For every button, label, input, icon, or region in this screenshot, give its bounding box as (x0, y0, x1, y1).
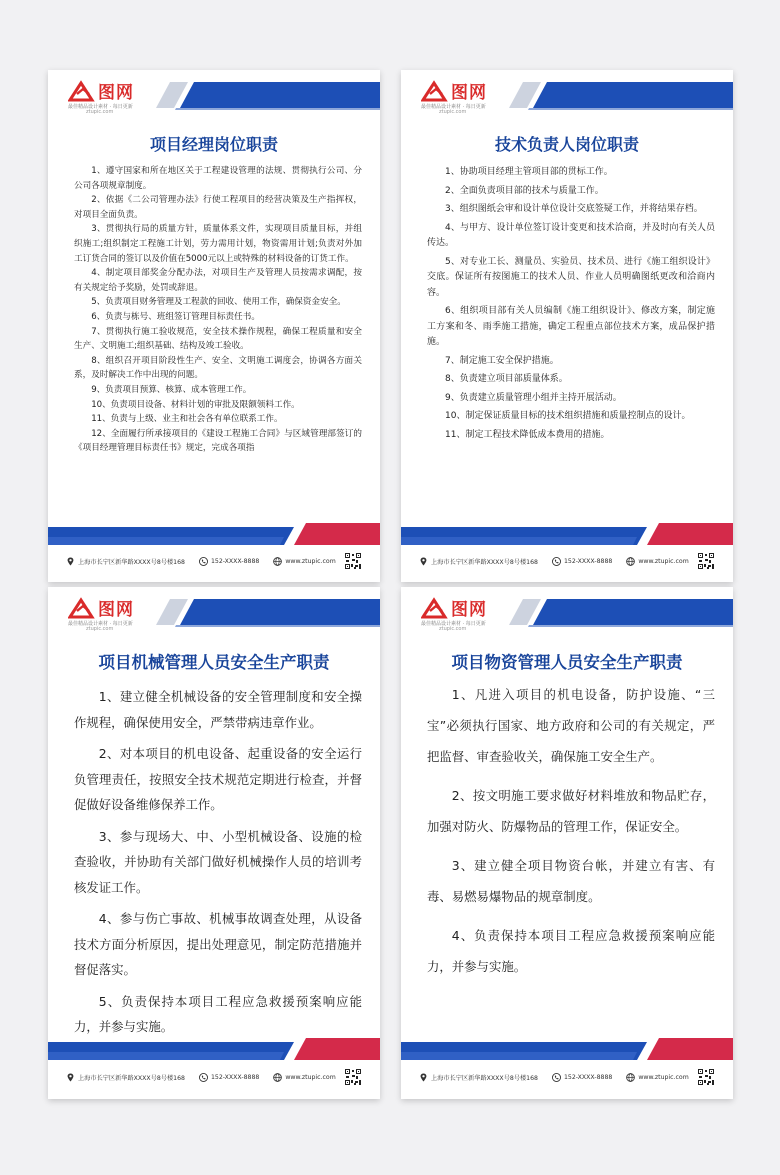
footer-phone: 152-XXXX-8888 (199, 1073, 259, 1082)
globe-icon (273, 1073, 282, 1082)
duty-item: 2、对本项目的机电设备、起重设备的安全运行负管理责任，按照安全技术规范定期进行检查，并督促做好设备维修保养工作。 (74, 746, 362, 812)
duty-item: 7、制定施工安全保护措施。 (445, 355, 559, 366)
duty-item: 2、按文明施工要求做好材料堆放和物品贮存，加强对防火、防爆物品的管理工作，保证安全。 (427, 788, 715, 834)
location-pin-icon (419, 1073, 428, 1082)
footer-address: 上海市长宁区新华路XXXX号8号楼168 (66, 1073, 185, 1082)
poster-footer (401, 548, 733, 574)
logo-tagline: 最佳精品设计素材 · 每日更新 (421, 104, 486, 110)
poster-body (427, 679, 715, 995)
logo-mark-icon (421, 597, 451, 619)
poster-project-manager (48, 70, 380, 582)
poster-footer (48, 1064, 380, 1090)
bottom-banner (401, 1034, 733, 1060)
location-pin-icon (66, 1073, 75, 1082)
location-pin-icon (66, 557, 75, 566)
brand-logo (68, 80, 178, 114)
poster-title: 项目机械管理人员安全生产职责 (98, 653, 330, 672)
duty-item: 7、贯彻执行施工验收规范，安全技术操作规程，确保工程质量和安全生产、文明施工;组织基础、结构及竣工验收。 (74, 326, 362, 352)
logo-domain: ztupic.com (86, 109, 114, 115)
duty-item: 4、负责保持本项目工程应急救援预案响应能力，并参与实施。 (427, 928, 715, 974)
poster-footer (401, 1064, 733, 1090)
poster-title: 技术负责人岗位职责 (494, 135, 639, 154)
duty-item: 6、组织项目部有关人员编制《施工组织设计》、修改方案，制定施工方案和冬、雨季施工措施，确定工程重点部位技术方案，成品保护措施。 (427, 306, 715, 347)
qr-code-icon (344, 1068, 362, 1086)
logo-mark-icon (421, 80, 451, 102)
duty-item: 6、负责与栋号、班组签订管理目标责任书。 (91, 311, 260, 322)
duty-item: 1、凡进入项目的机电设备，防护设施、“三宝”必须执行国家、地方政府和公司的有关规定，严把监督、审查验收关，确保施工安全生产。 (427, 687, 715, 764)
logo-tagline: 最佳精品设计素材 · 每日更新 (421, 621, 486, 627)
bottom-banner (401, 519, 733, 545)
brand-logo (68, 597, 178, 631)
duty-item: 4、参与伤亡事故、机械事故调查处理，从设备技术方面分析原因，提出处理意见，制定防范措施并督促落实。 (74, 911, 362, 977)
logo-text: 图网 (451, 600, 487, 620)
duty-item: 2、依据《二公司管理办法》行使工程项目的经营决策及生产指挥权，对项目全面负责。 (74, 195, 362, 220)
footer-address: 上海市长宁区新华路XXXX号8号楼168 (66, 557, 185, 566)
phone-icon (552, 1073, 561, 1082)
duty-item: 8、负责建立项目部质量体系。 (445, 374, 568, 384)
duty-item: 10、负责项目设备、材料计划的审批及限额领料工作。 (91, 399, 300, 410)
duty-item: 8、组织召开项目阶段性生产、安全、文明施工调度会，协调各方面关系，及时解决工作中出现的问题。 (74, 355, 362, 381)
footer-website: www.ztupic.com (626, 557, 688, 566)
duty-item: 4、与甲方、设计单位签订设计变更和技术洽商，并及时向有关人员传达。 (427, 222, 715, 248)
poster-technical-lead (401, 70, 733, 582)
poster-machinery-safety (48, 587, 380, 1099)
poster-body (74, 164, 362, 456)
bottom-banner (48, 519, 380, 545)
brand-logo (421, 80, 531, 114)
footer-phone: 152-XXXX-8888 (552, 1073, 612, 1082)
duty-item: 11、负责与上级、业主和社会各有单位联系工作。 (91, 414, 283, 425)
duty-item: 10、制定保证质量目标的技术组织措施和质量控制点的设计。 (445, 411, 691, 421)
poster-body (74, 684, 362, 1046)
globe-icon (626, 557, 635, 566)
logo-tagline: 最佳精品设计素材 · 每日更新 (68, 104, 133, 110)
logo-domain: ztupic.com (439, 109, 467, 115)
logo-domain: ztupic.com (86, 626, 114, 632)
footer-website: www.ztupic.com (626, 1073, 688, 1082)
duty-item: 9、负责项目预算、核算、成本管理工作。 (91, 384, 252, 395)
logo-domain: ztupic.com (439, 626, 467, 632)
phone-icon (552, 557, 561, 566)
duty-item: 1、协助项目经理主管项目部的贯标工作。 (445, 167, 613, 177)
poster-materials-safety (401, 587, 733, 1099)
footer-phone: 152-XXXX-8888 (552, 557, 612, 566)
duty-item: 3、参与现场大、中、小型机械设备、设施的检查验收，并协助有关部门做好机械操作人员的培训考核发证工作。 (74, 828, 362, 895)
duty-item: 1、建立健全机械设备的安全管理制度和安全操作规程，确保使用安全，严禁带病违章作业。 (74, 689, 362, 730)
footer-website: www.ztupic.com (273, 557, 335, 566)
brand-logo (421, 597, 531, 631)
qr-code-icon (344, 552, 362, 570)
bottom-banner (48, 1034, 380, 1060)
poster-footer (48, 548, 380, 574)
duty-item: 9、负责建立质量管理小组并主持开展活动。 (445, 392, 622, 403)
duty-item: 4、制定项目部奖金分配办法，对项目生产及管理人员按需求调配，按有关规定给予奖励，处罚或辞退。 (74, 268, 362, 293)
duty-item: 1、遵守国家和所在地区关于工程建设管理的法规、贯彻执行公司、分公司各项规章制度。 (74, 166, 362, 191)
phone-icon (199, 1073, 208, 1082)
poster-title: 项目经理岗位职责 (149, 135, 278, 154)
logo-mark-icon (68, 597, 98, 619)
duty-item: 12、全面履行所承接项目的《建设工程施工合同》与区域管理部签订的《项目经理管理目标责任书》规定，完成各项指 (74, 428, 362, 454)
logo-mark-icon (68, 80, 98, 102)
location-pin-icon (419, 557, 428, 566)
globe-icon (273, 557, 282, 566)
duty-item: 5、对专业工长、测量员、实验员、技术员、进行《施工组织设计》交底。保证所有按图施工的技术人员、作业人员明确图纸更改和洽商内容。 (427, 256, 715, 298)
footer-address: 上海市长宁区新华路XXXX号8号楼168 (419, 557, 538, 566)
poster-title: 项目物资管理人员安全生产职责 (451, 653, 683, 672)
logo-text: 图网 (98, 600, 134, 620)
qr-code-icon (697, 552, 715, 570)
duty-item: 5、负责项目财务管理及工程款的回收、使用工作，确保资金安全。 (91, 297, 346, 308)
duty-item: 3、组织图纸会审和设计单位设计交底签疑工作，并将结果存档。 (445, 204, 703, 214)
footer-address: 上海市长宁区新华路XXXX号8号楼168 (419, 1073, 538, 1082)
logo-text: 图网 (451, 83, 487, 103)
phone-icon (199, 557, 208, 566)
duty-item: 3、建立健全项目物资台帐，并建立有害、有毒、易燃易爆物品的规章制度。 (427, 858, 715, 904)
duty-item: 11、制定工程技术降低成本费用的措施。 (445, 429, 610, 440)
globe-icon (626, 1073, 635, 1082)
logo-text: 图网 (98, 83, 134, 103)
logo-tagline: 最佳精品设计素材 · 每日更新 (68, 621, 133, 627)
poster-body (427, 165, 715, 446)
footer-phone: 152-XXXX-8888 (199, 557, 259, 566)
duty-item: 2、全面负责项目部的技术与质量工作。 (445, 185, 604, 196)
duty-item: 3、贯彻执行局的质量方针，质量体系文件，实现项目质量目标，并组织施工;组织制定工程施工计划，劳力需用计划，物资需用计划;负责对外加工订货合同的签订以及价值在5000元以上或特殊的材料设备的订货工作。 (74, 224, 362, 264)
duty-item: 5、负责保持本项目工程应急救援预案响应能力，并参与实施。 (74, 993, 362, 1034)
qr-code-icon (697, 1068, 715, 1086)
footer-website: www.ztupic.com (273, 1073, 335, 1082)
